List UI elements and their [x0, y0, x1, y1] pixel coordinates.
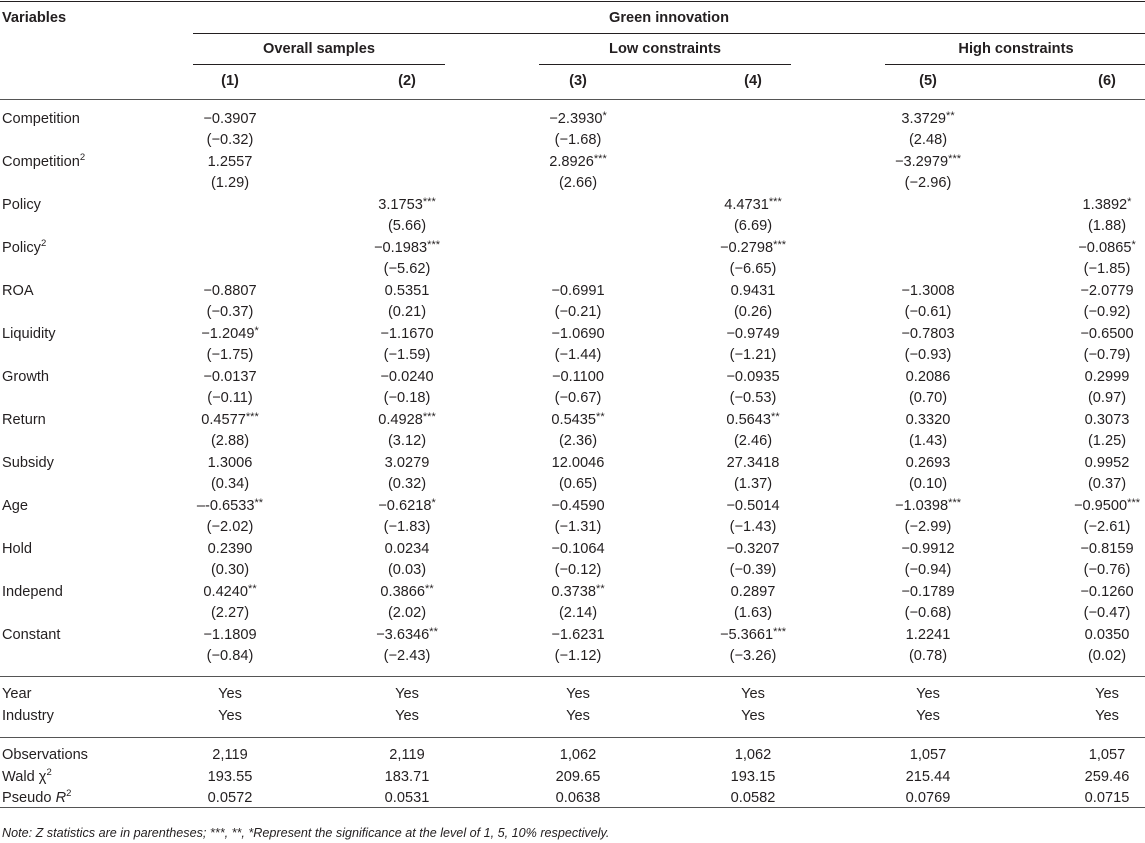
significance-stars: ***	[773, 626, 787, 638]
variable-label: Competition	[2, 111, 80, 127]
significance-stars: ***	[948, 497, 962, 509]
coefficient-cell: 0.5643**	[726, 411, 780, 428]
coefficient-cell: 0.0234	[384, 541, 430, 557]
z-statistic-cell: (−2.99)	[904, 519, 952, 535]
table-note: Note: Z statistics are in parentheses; ***, **, *Represent the significance at the level of 1, 5, 10% respectively.	[2, 826, 610, 840]
superscript: 2	[40, 238, 47, 249]
control-cell: Yes	[741, 708, 765, 724]
statistic-label: Pseudo $R^2$	[2, 788, 72, 806]
statistic-cell: 193.15	[730, 769, 776, 785]
coefficient-cell: −0.1064	[551, 541, 605, 557]
group-title: Green innovation	[608, 10, 730, 26]
z-statistic-cell: (0.78)	[908, 648, 948, 664]
z-statistic-cell: (−2.96)	[904, 175, 952, 191]
coefficient-cell: 0.3073	[1084, 412, 1130, 428]
italic-symbol: R	[55, 790, 67, 806]
z-statistic-cell: (−1.31)	[554, 519, 602, 535]
statistic-cell: 1,057	[909, 747, 947, 763]
significance-stars: **	[248, 583, 257, 595]
significance-stars: ***	[1127, 497, 1141, 509]
significance-stars: ***	[427, 239, 441, 251]
significance-stars: **	[771, 411, 780, 423]
column-header-6: (6)	[1098, 73, 1116, 89]
z-statistic-cell: (2.36)	[558, 433, 598, 449]
column-header-4: (4)	[744, 73, 762, 89]
z-statistic-cell: (−1.59)	[383, 347, 431, 363]
z-statistic-cell: (0.02)	[1087, 648, 1127, 664]
significance-stars: *	[1127, 196, 1132, 208]
coefficient-cell: −0.6500	[1080, 326, 1134, 342]
significance-stars: ***	[422, 411, 436, 423]
coefficient-cell: −0.1789	[901, 584, 955, 600]
z-statistic-cell: (1.88)	[1087, 218, 1127, 234]
z-statistic-cell: (0.21)	[387, 304, 427, 320]
control-label: Year	[2, 686, 32, 702]
z-statistic-cell: (−2.43)	[383, 648, 431, 664]
coefficient-cell: −1.6231	[551, 627, 605, 643]
group-title-rule	[193, 33, 1145, 34]
controls-rule	[0, 676, 1145, 677]
z-statistic-cell: (−0.93)	[904, 347, 952, 363]
z-statistic-cell: (2.88)	[210, 433, 250, 449]
overall-samples-rule	[193, 64, 445, 65]
control-cell: Yes	[395, 708, 419, 724]
statistic-cell: 209.65	[555, 769, 601, 785]
z-statistic-cell: (−0.94)	[904, 562, 952, 578]
z-statistic-cell: (−0.11)	[207, 390, 253, 406]
coefficient-cell: 0.2999	[1084, 369, 1130, 385]
coefficient-cell: −0.8807	[203, 283, 257, 299]
statistic-cell: 0.0638	[555, 790, 601, 806]
z-statistic-cell: (0.26)	[733, 304, 773, 320]
significance-stars: ***	[948, 153, 962, 165]
group-overall-samples: Overall samples	[263, 41, 375, 57]
variable-label: Hold	[2, 541, 33, 557]
significance-stars: *	[254, 325, 259, 337]
z-statistic-cell: (−0.32)	[206, 132, 254, 148]
coefficient-cell: −1.2049*	[201, 325, 259, 342]
statistic-cell: 183.71	[384, 769, 430, 785]
z-statistic-cell: (1.37)	[733, 476, 773, 492]
z-statistic-cell: (−0.12)	[554, 562, 602, 578]
variable-label: Policy	[2, 197, 41, 213]
coefficient-cell: −0.0935	[726, 369, 780, 385]
z-statistic-cell: (2.46)	[733, 433, 773, 449]
z-statistic-cell: (−1.44)	[554, 347, 602, 363]
z-statistic-cell: (−5.62)	[383, 261, 431, 277]
coefficient-cell: −0.6991	[551, 283, 605, 299]
coefficient-cell: −0.1260	[1080, 584, 1134, 600]
statistic-cell: 259.46	[1084, 769, 1130, 785]
coefficient-cell: −2.3930*	[549, 110, 607, 127]
z-statistic-cell: (−2.61)	[1083, 519, 1131, 535]
z-statistic-cell: (6.69)	[733, 218, 773, 234]
z-statistic-cell: (2.27)	[210, 605, 250, 621]
coefficient-cell: 2.8926***	[549, 153, 607, 170]
statistic-cell: 0.0531	[384, 790, 430, 806]
coefficient-cell: 0.2693	[905, 455, 951, 471]
coefficient-cell: 0.3738**	[551, 583, 605, 600]
z-statistic-cell: (−0.68)	[904, 605, 952, 621]
coefficient-cell: −0.4590	[551, 498, 605, 514]
significance-stars: ***	[773, 239, 787, 251]
control-cell: Yes	[566, 686, 590, 702]
statistic-cell: 0.0572	[207, 790, 253, 806]
coefficient-cell: −0.9500***	[1073, 497, 1141, 514]
coefficient-cell: 0.3320	[905, 412, 951, 428]
significance-stars: ***	[768, 196, 782, 208]
coefficient-cell: 0.4240**	[203, 583, 257, 600]
coefficient-cell: 0.5351	[384, 283, 430, 299]
z-statistic-cell: (−0.84)	[206, 648, 254, 664]
coefficient-cell: −5.3661***	[719, 626, 787, 643]
control-cell: Yes	[395, 686, 419, 702]
variable-label: Return	[2, 412, 46, 428]
variables-header: Variables	[2, 10, 67, 26]
z-statistic-cell: (−0.37)	[206, 304, 254, 320]
control-cell: Yes	[916, 708, 940, 724]
variable-label: Age	[2, 498, 28, 514]
coefficient-cell: 27.3418	[726, 455, 780, 471]
z-statistic-cell: (0.03)	[387, 562, 427, 578]
z-statistic-cell: (2.48)	[908, 132, 948, 148]
z-statistic-cell: (0.70)	[908, 390, 948, 406]
coefficient-cell: 1.3892*	[1082, 196, 1132, 213]
z-statistic-cell: (2.02)	[387, 605, 427, 621]
variable-label: Subsidy	[2, 455, 54, 471]
z-statistic-cell: (−0.61)	[904, 304, 952, 320]
z-statistic-cell: (0.10)	[908, 476, 948, 492]
coefficient-cell: 0.9431	[730, 283, 776, 299]
significance-stars: **	[425, 583, 434, 595]
coefficient-cell: −3.2979***	[894, 153, 962, 170]
coefficient-cell: 12.0046	[551, 455, 605, 471]
z-statistic-cell: (1.29)	[210, 175, 250, 191]
significance-stars: ***	[422, 196, 436, 208]
superscript: 2	[46, 767, 52, 778]
z-statistic-cell: (0.65)	[558, 476, 598, 492]
z-statistic-cell: (0.32)	[387, 476, 427, 492]
z-statistic-cell: (1.25)	[1087, 433, 1127, 449]
z-statistic-cell: (−1.43)	[729, 519, 777, 535]
coefficient-cell: 0.2390	[207, 541, 253, 557]
low-constraints-rule	[539, 64, 791, 65]
coefficient-cell: −0.3207	[726, 541, 780, 557]
significance-stars: *	[1131, 239, 1136, 251]
coefficient-cell: −0.3907	[203, 111, 257, 127]
coefficient-cell: −2.0779	[1080, 283, 1134, 299]
z-statistic-cell: (−0.92)	[1083, 304, 1131, 320]
z-statistic-cell: (−0.18)	[383, 390, 431, 406]
coefficient-cell: −0.6218*	[378, 497, 436, 514]
z-statistic-cell: (1.43)	[908, 433, 948, 449]
group-low-constraints: Low constraints	[609, 41, 721, 57]
coefficient-cell: −0.2798***	[719, 239, 787, 256]
column-header-2: (2)	[398, 73, 416, 89]
control-cell: Yes	[218, 686, 242, 702]
variable-label: Liquidity	[2, 326, 56, 342]
coefficient-cell: 1.3006	[207, 455, 253, 471]
coefficient-cell: –-0.6533**	[196, 497, 264, 514]
coefficient-cell: 0.2897	[730, 584, 776, 600]
coefficient-cell: −0.0240	[380, 369, 434, 385]
significance-stars: *	[602, 110, 607, 122]
group-high-constraints: High constraints	[958, 41, 1074, 57]
coefficient-cell: 0.0350	[1084, 627, 1130, 643]
coefficient-cell: −1.0690	[551, 326, 605, 342]
coefficient-cell: −0.8159	[1080, 541, 1134, 557]
z-statistic-cell: (2.14)	[558, 605, 598, 621]
significance-stars: **	[946, 110, 955, 122]
z-statistic-cell: (−0.47)	[1083, 605, 1131, 621]
coefficient-cell: −0.0865*	[1078, 239, 1136, 256]
variable-label: ROA	[2, 283, 34, 299]
coefficient-cell: 3.1753***	[378, 196, 436, 213]
coefficient-cell: −1.0398***	[894, 497, 962, 514]
significance-stars: **	[596, 411, 605, 423]
coefficient-cell: −0.0137	[203, 369, 257, 385]
top-rule	[0, 1, 1145, 2]
column-header-3: (3)	[569, 73, 587, 89]
significance-stars: **	[254, 497, 264, 509]
significance-stars: ***	[593, 153, 607, 165]
z-statistic-cell: (2.66)	[558, 175, 598, 191]
coefficient-cell: −3.6346**	[376, 626, 438, 643]
control-label: Industry	[2, 708, 54, 724]
bottom-rule	[0, 807, 1145, 808]
z-statistic-cell: (0.30)	[210, 562, 250, 578]
statistic-cell: 1,062	[559, 747, 597, 763]
statistic-cell: 2,119	[212, 747, 248, 763]
variable-label: Growth	[2, 369, 50, 385]
coefficient-cell: 1.2241	[905, 627, 951, 643]
coefficient-cell: −1.1670	[380, 326, 434, 342]
significance-stars: *	[431, 497, 436, 509]
significance-stars: ***	[245, 411, 259, 423]
statistic-cell: 1,057	[1088, 747, 1126, 763]
coefficient-cell: 0.3866**	[380, 583, 434, 600]
coefficient-cell: 3.0279	[384, 455, 430, 471]
stats-rule	[0, 737, 1145, 738]
z-statistic-cell: (5.66)	[387, 218, 427, 234]
significance-stars: **	[429, 626, 438, 638]
coefficient-cell: −0.1983***	[373, 239, 441, 256]
high-constraints-rule	[885, 64, 1145, 65]
z-statistic-cell: (0.37)	[1087, 476, 1127, 492]
z-statistic-cell: (−0.79)	[1083, 347, 1131, 363]
coefficient-cell: −0.9749	[726, 326, 780, 342]
header-bottom-rule	[0, 99, 1145, 100]
statistic-cell: 215.44	[905, 769, 951, 785]
control-cell: Yes	[566, 708, 590, 724]
z-statistic-cell: (1.63)	[733, 605, 773, 621]
variable-label: Policy$^2$	[2, 238, 47, 256]
z-statistic-cell: (−1.85)	[1083, 261, 1131, 277]
variable-label: Competition$^2$	[2, 152, 86, 170]
coefficient-cell: 0.9952	[1084, 455, 1130, 471]
z-statistic-cell: (−0.76)	[1083, 562, 1131, 578]
z-statistic-cell: (−1.12)	[554, 648, 602, 664]
z-statistic-cell: (−6.65)	[729, 261, 777, 277]
statistic-cell: 193.55	[207, 769, 253, 785]
coefficient-cell: −0.5014	[726, 498, 780, 514]
z-statistic-cell: (−0.21)	[554, 304, 602, 320]
variable-label: Constant	[2, 627, 61, 643]
z-statistic-cell: (3.12)	[387, 433, 427, 449]
superscript: 2	[79, 152, 86, 163]
control-cell: Yes	[218, 708, 242, 724]
coefficient-cell: 3.3729**	[901, 110, 955, 127]
z-statistic-cell: (−1.68)	[554, 132, 602, 148]
superscript: 2	[66, 788, 72, 799]
statistic-cell: 0.0715	[1084, 790, 1130, 806]
z-statistic-cell: (−3.26)	[729, 648, 777, 664]
coefficient-cell: 0.5435**	[551, 411, 605, 428]
z-statistic-cell: (−1.21)	[729, 347, 777, 363]
control-cell: Yes	[741, 686, 765, 702]
coefficient-cell: −0.9912	[901, 541, 955, 557]
statistic-cell: 0.0769	[905, 790, 951, 806]
z-statistic-cell: (0.97)	[1087, 390, 1127, 406]
coefficient-cell: −0.7803	[901, 326, 955, 342]
statistic-label: Observations	[2, 747, 88, 763]
statistic-label: Wald $\chi^2$	[2, 767, 52, 785]
variable-label: Independ	[2, 584, 63, 600]
statistic-cell: 0.0582	[730, 790, 776, 806]
coefficient-cell: 0.4928***	[378, 411, 436, 428]
z-statistic-cell: (−2.02)	[206, 519, 254, 535]
column-header-5: (5)	[919, 73, 937, 89]
coefficient-cell: −0.1100	[551, 369, 605, 385]
z-statistic-cell: (−1.83)	[383, 519, 431, 535]
z-statistic-cell: (−1.75)	[206, 347, 254, 363]
significance-stars: **	[596, 583, 605, 595]
control-cell: Yes	[916, 686, 940, 702]
control-cell: Yes	[1095, 708, 1119, 724]
statistic-cell: 2,119	[389, 747, 425, 763]
coefficient-cell: 0.2086	[905, 369, 951, 385]
z-statistic-cell: (−0.67)	[554, 390, 602, 406]
coefficient-cell: 0.4577***	[201, 411, 259, 428]
z-statistic-cell: (0.34)	[210, 476, 250, 492]
z-statistic-cell: (−0.53)	[729, 390, 777, 406]
control-cell: Yes	[1095, 686, 1119, 702]
statistic-cell: 1,062	[734, 747, 772, 763]
coefficient-cell: 1.2557	[207, 154, 253, 170]
column-header-1: (1)	[221, 73, 239, 89]
coefficient-cell: −1.1809	[203, 627, 257, 643]
z-statistic-cell: (−0.39)	[729, 562, 777, 578]
coefficient-cell: 4.4731***	[724, 196, 782, 213]
coefficient-cell: −1.3008	[901, 283, 955, 299]
